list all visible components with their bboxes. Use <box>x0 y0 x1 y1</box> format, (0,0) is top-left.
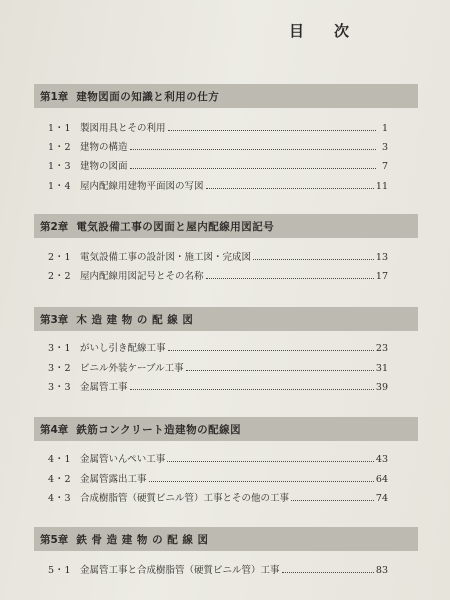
page-number: 3 <box>381 142 388 153</box>
dot-leader <box>253 250 374 260</box>
section-number: 1・3 <box>48 161 72 172</box>
chapter-4-heading <box>34 417 418 441</box>
toc-entry-4-3 <box>48 491 388 505</box>
toc-entry-1-2 <box>48 140 388 154</box>
section-title: 建物の図面 <box>80 161 128 172</box>
section-number: 1・2 <box>48 142 72 153</box>
toc-entry-4-1 <box>48 452 388 466</box>
toc-entry-3-2 <box>48 361 388 375</box>
section-title: ビニル外装ケーブル工事 <box>80 363 184 374</box>
toc-entry-2-2 <box>48 269 388 283</box>
section-number: 4・1 <box>48 454 72 465</box>
page-number: 1 <box>381 123 388 134</box>
section-title: 建物の構造 <box>80 142 128 153</box>
chapter-number: 第2章 <box>40 220 69 233</box>
chapter-title: 鉄 骨 造 建 物 の 配 線 図 <box>76 533 209 546</box>
section-number: 1・1 <box>48 123 72 134</box>
chapter-5-heading <box>34 527 418 551</box>
toc-title-char-1: 目 <box>289 22 305 40</box>
chapter-title: 鉄筋コンクリート造建物の配線図 <box>76 423 242 436</box>
section-number: 2・2 <box>48 271 72 282</box>
section-number: 5・1 <box>48 565 72 576</box>
section-number: 1・4 <box>48 181 72 192</box>
dot-leader <box>168 121 376 131</box>
page-number: 43 <box>375 454 388 465</box>
page-number: 23 <box>375 343 388 354</box>
section-title: 金属管いんぺい工事 <box>80 454 166 465</box>
section-title: がいし引き配線工事 <box>80 343 166 354</box>
page-number: 74 <box>375 493 388 504</box>
section-number: 4・2 <box>48 474 72 485</box>
section-title: 金属管工事と合成樹脂管（硬質ビニル管）工事 <box>80 565 280 576</box>
dot-leader <box>282 563 374 573</box>
page-number: 83 <box>375 565 388 576</box>
chapter-2-heading <box>34 214 418 238</box>
page-number: 39 <box>375 382 388 393</box>
section-title: 製図用具とその利用 <box>80 123 166 134</box>
chapter-3-heading <box>34 307 418 331</box>
section-number: 4・3 <box>48 493 72 504</box>
section-number: 3・3 <box>48 382 72 393</box>
page-number: 64 <box>375 474 388 485</box>
page-number: 31 <box>375 363 388 374</box>
section-number: 3・2 <box>48 363 72 374</box>
page-number: 13 <box>375 252 388 263</box>
dot-leader <box>206 269 374 279</box>
section-title: 電気設備工事の設計図・施工図・完成図 <box>80 252 252 263</box>
toc-entry-1-3 <box>48 159 388 173</box>
section-title: 合成樹脂管（硬質ビニル管）工事とその他の工事 <box>80 493 290 504</box>
toc-entry-4-2 <box>48 472 388 486</box>
section-number: 3・1 <box>48 343 72 354</box>
section-title: 屋内配線用図記号とその名称 <box>80 271 204 282</box>
toc-entry-5-1 <box>48 563 388 577</box>
page-number: 11 <box>375 181 388 192</box>
section-title: 金属管工事 <box>80 382 128 393</box>
section-number: 2・1 <box>48 252 72 263</box>
toc-entry-3-3 <box>48 380 388 394</box>
dot-leader <box>130 140 376 150</box>
dot-leader <box>130 159 376 169</box>
toc-entry-1-1 <box>48 121 388 135</box>
chapter-title: 電気設備工事の図面と屋内配線用図記号 <box>76 220 275 233</box>
page-number: 7 <box>381 161 388 172</box>
chapter-title: 木 造 建 物 の 配 線 図 <box>76 313 194 326</box>
toc-title <box>289 20 349 41</box>
dot-leader <box>291 491 374 501</box>
chapter-title: 建物図面の知識と利用の仕方 <box>76 90 220 103</box>
page-number: 17 <box>375 271 388 282</box>
toc-entry-3-1 <box>48 341 388 355</box>
chapter-number: 第1章 <box>40 90 69 103</box>
chapter-number: 第3章 <box>40 313 69 326</box>
dot-leader <box>186 361 374 371</box>
chapter-number: 第4章 <box>40 423 69 436</box>
dot-leader <box>167 452 374 462</box>
section-title: 金属管露出工事 <box>80 474 147 485</box>
toc-title-char-2: 次 <box>334 22 350 40</box>
chapter-number: 第5章 <box>40 533 69 546</box>
chapter-1-heading <box>34 84 418 108</box>
dot-leader <box>130 380 374 390</box>
section-title: 屋内配線用建物平面図の写図 <box>80 181 204 192</box>
dot-leader <box>149 472 374 482</box>
dot-leader <box>206 179 374 189</box>
dot-leader <box>168 341 374 351</box>
toc-entry-1-4 <box>48 179 388 193</box>
toc-entry-2-1 <box>48 250 388 264</box>
